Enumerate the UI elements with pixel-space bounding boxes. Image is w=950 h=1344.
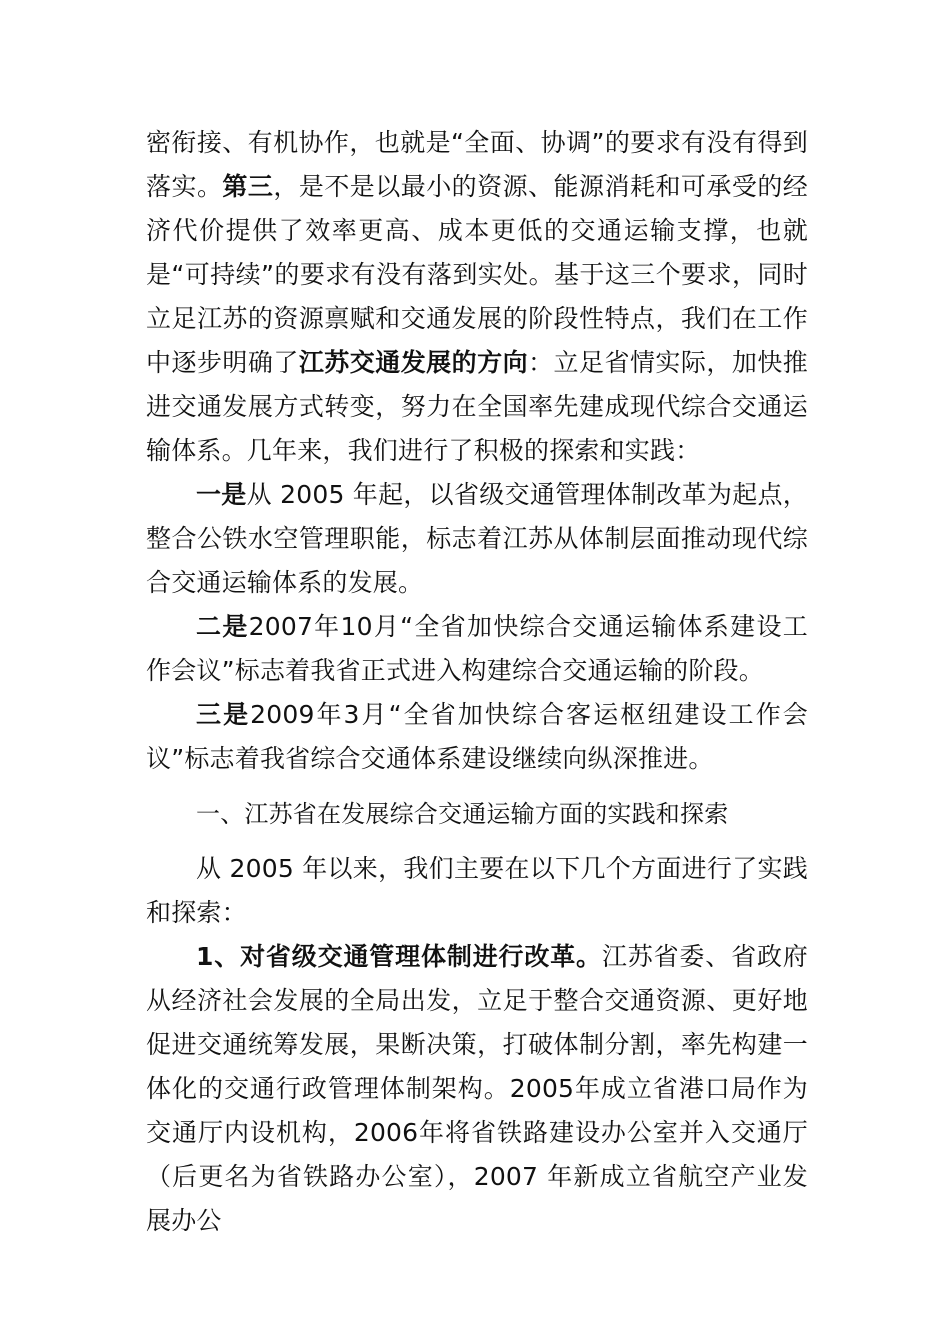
paragraph-2-bold: 一是 (196, 480, 247, 509)
paragraph-5-text: 从 2005 年以来，我们主要在以下几个方面进行了实践和探索： (146, 854, 808, 927)
body-text (146, 121, 808, 1243)
paragraph-1-text-c: ：立足省情实际，加快推进交通发展方式转变，努力在全国率先建成现代综合交通运输体系。几年来，我们进行了积极的探索和实践： (146, 348, 808, 465)
paragraph-1 (146, 121, 808, 473)
paragraph-6 (146, 935, 808, 1243)
paragraph-3-text: 2007年10月“全省加快综合交通运输体系建设工作会议”标志着我省正式进入构建综合交通运输的阶段。 (146, 612, 808, 685)
paragraph-2-text: 从 2005 年起，以省级交通管理体制改革为起点，整合公铁水空管理职能，标志着江苏从体制层面推动现代综合交通运输体系的发展。 (146, 480, 808, 597)
paragraph-3-bold: 二是 (196, 612, 249, 641)
paragraph-1-bold-direction: 江苏交通发展的方向 (298, 348, 529, 377)
paragraph-4-bold: 三是 (196, 700, 251, 729)
paragraph-3 (146, 605, 808, 693)
paragraph-1-bold-third: 第三 (222, 172, 274, 201)
section-heading: 一、江苏省在发展综合交通运输方面的实践和探索 (196, 800, 729, 828)
paragraph-4-text: 2009年3月“全省加快综合客运枢纽建设工作会议”标志着我省综合交通体系建设继续向纵深推进。 (146, 700, 808, 773)
paragraph-2 (146, 473, 808, 605)
paragraph-1-text-b: ，是不是以最小的资源、能源消耗和可承受的经济代价提供了效率更高、成本更低的交通运输支撑，也就是“可持续”的要求有没有落到实处。基于这三个要求，同时立足江苏的资源禀赋和交通发展的阶段性特点，我们在工作中逐步明确了 (146, 172, 809, 377)
paragraph-5 (146, 847, 808, 935)
paragraph-1-text-a: 密衔接、有机协作，也就是“全面、协调”的要求有没有得到落实。 (146, 128, 808, 201)
paragraph-6-text: 江苏省委、省政府从经济社会发展的全局出发，立足于整合交通资源、更好地促进交通统筹发展，果断决策，打破体制分割，率先构建一体化的交通行政管理体制架构。2005年成立省港口局作为交通厅内设机构，2006年将省铁路建设办公室并入交通厅（后更名为省铁路办公室），2007 年新成立省航空产业发展办公 (146, 942, 808, 1235)
paragraph-6-bold: 1、对省级交通管理体制进行改革。 (196, 942, 602, 971)
paragraph-4 (146, 693, 808, 781)
